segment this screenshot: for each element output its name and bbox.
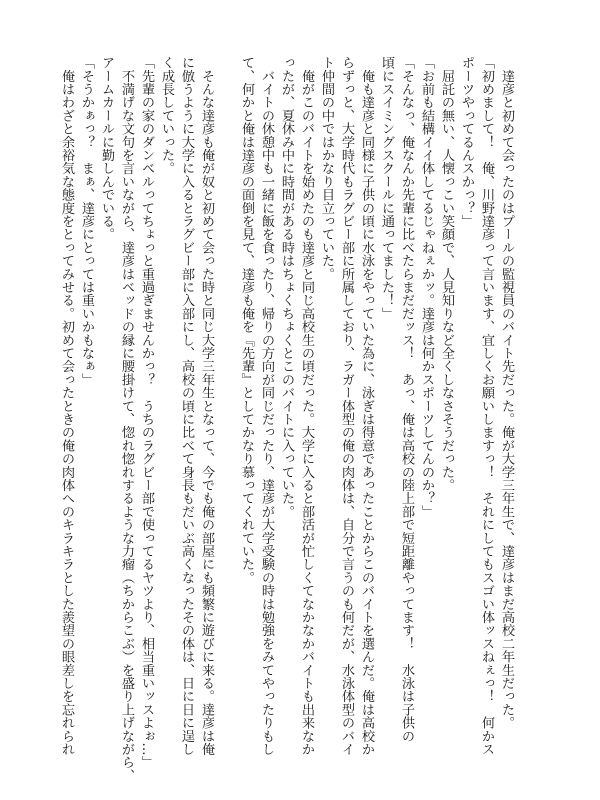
text-line: 「お前も結構イイ体してるじゃねぇかッ。達彦は何かスポーツしてんのか？」 (419, 56, 434, 518)
text-line: 「先輩の家のダンベルってちょっと重過ぎませんかっ？ うちのラグビー部で使ってるヤツより、相当重いッスよぉ…」 (139, 56, 154, 769)
text-line: 俺がこのバイトを始めたのも達彦と同じ高校生の頃だった。大学に入ると部活が忙しくてなかなかバイトも出来なか (299, 56, 314, 756)
text-line: 達彦と初めて会ったのはプールの監視員のバイト先だった。俺が大学三年生で、達彦はまだ高校二年生だった。 (499, 56, 514, 730)
text-line: アームカールに勤しんでいる。 (99, 56, 114, 241)
text-line: 屈託の無い、人懐っこい笑顔で、人見知りなど全くしなさそうだった。 (439, 56, 454, 492)
text-line: 俺はわざと余裕気な態度をとってみせる。初めて会ったときの俺の肉体へのキラキラとした羨望の眼差しを忘れられ (59, 56, 74, 756)
text-line: 「そんなっ、俺なんか先輩に比べたらまだだッス！ あっ、俺は高校の陸上部で短距離やってます！ 水泳は子供の (399, 56, 414, 743)
text-line: く成長していった。 (159, 56, 174, 175)
text-line: て、何かと俺は達彦の面倒を見て、達彦も俺を『先輩』としてかなり慕ってくれていた。 (239, 56, 254, 584)
text-line: 「初めまして！ 俺、川野達彦って言います、宜しくお願いしますっ！ それにしてもスゴい体ッスねぇっ！ 何かス (479, 56, 494, 756)
text-line: ト仲間の中ではかなり目立っていた。 (319, 56, 334, 281)
text-line: バイトの休憩中も一緒に飯を食ったり、帰りの方向が同じだったり、達彦が大学受験の時は勉強をみてやったりもし (259, 56, 274, 756)
blank-line (216, 56, 236, 716)
text-line: 不満げな文句を言いながら、達彦はベッドの縁に腰掛けて、惚れ惚れするような力瘤（ちからこぶ）を盛り上げながら、 (119, 56, 134, 782)
vertical-text-body (56, 56, 516, 782)
text-line: らずっと、大学時代もラグビー部に所属しており、ラガー体型の俺の肉体は、自分で言うのも何だが、水泳体型のバイ (339, 56, 354, 756)
text-line: 「そうかぁっ？ まぁ、達彦にとっては重いかもなぁ」 (79, 56, 94, 386)
text-line: ポーツやってるんスかっ？」 (459, 56, 474, 228)
text-line: ったが、夏休み中に時間がある時はちょくちょくとこのバイトに入っていた。 (279, 56, 294, 518)
text-line: 頃にスイミングスクールに通ってました！」 (379, 56, 394, 320)
text-line: そんな達彦も俺が奴と初めて会った時と同じ大学三年生となって、今でも俺の部屋にも頻繁に遊びに来る。達彦は俺 (199, 56, 214, 756)
text-line: 俺も達彦と同様に子供の頃に水泳をやっていた為に、泳ぎは得意であったことからこのバイトを選んだ。俺は高校か (359, 56, 374, 756)
text-line: に倣うように大学に入るとラグビー部に入部にし、高校の頃に比べて身長もだいぶ高くなったその体は、日に日に逞し (179, 56, 194, 756)
